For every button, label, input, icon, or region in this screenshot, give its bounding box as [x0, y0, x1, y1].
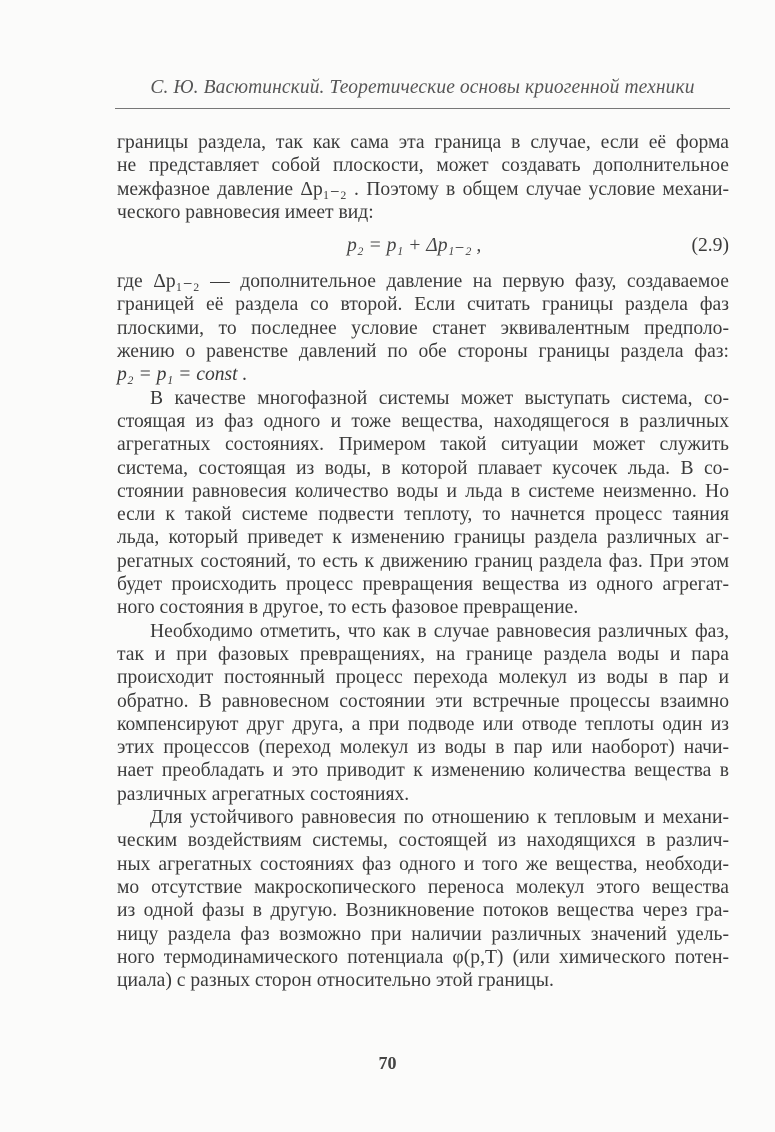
paragraph-4: [117, 620, 729, 806]
text-line: нает преобладать и это приводит к изменению количества вещества в: [117, 760, 729, 782]
text-line: плоскими, то последнее условие станет эквивалентным предполо-: [117, 317, 729, 339]
text-line: ного термодинамического потенциала φ(p,T) (или химического потен-: [117, 946, 729, 968]
text-line: границей её раздела со второй. Если считать границы раздела фаз: [117, 294, 729, 316]
text-line: стоящая из фаз одного и тоже вещества, находящегося в различных: [117, 410, 729, 432]
text-line: мо отсутствие макроскопического переноса молекул этого вещества: [117, 876, 729, 898]
page-number: 70: [378, 1053, 397, 1073]
text-line: происходит постоянный процесс перехода молекул из воды в пар и: [117, 667, 729, 689]
header-rule: [115, 108, 730, 109]
text-line: система, состоящая из воды, в которой плавает кусочек льда. В со-: [117, 457, 729, 479]
paragraph-1: [117, 131, 729, 224]
text-line: стоянии равновесия количество воды и льда в системе неизменно. Но: [117, 480, 729, 502]
paragraph-3: [117, 387, 729, 620]
text-line: циала) с разных сторон относительно этой границы.: [117, 970, 554, 992]
equation-number: (2.9): [691, 235, 729, 257]
paragraph-5: [117, 806, 729, 992]
text-line: ческого равновесия имеет вид:: [117, 201, 374, 223]
text-line: будет происходить процесс превращения вещества из одного агрегат-: [117, 574, 729, 596]
text-line: жению о равенстве давлений по обе стороны границы раздела фаз:: [117, 341, 729, 363]
text-line: ческим воздействиям системы, состоящей из находящихся в различ-: [117, 830, 729, 852]
text-line: льда, который приведет к изменению границы раздела различных аг-: [117, 527, 729, 549]
text-line: агрегатных состояниях. Примером такой ситуации может служить: [117, 434, 729, 456]
paragraph-2: [117, 270, 729, 386]
text-line: не представляет собой плоскости, может создавать дополнительное: [117, 155, 729, 177]
text-line: компенсируют друг друга, а при подводе или отводе теплоты один из: [117, 713, 729, 735]
text-line: этих процессов (переход молекул из воды в пар или наоборот) начи-: [117, 737, 729, 759]
text-line: обратно. В равновесном состоянии эти встречные процессы взаимно: [117, 690, 729, 712]
text-line: ницу раздела фаз возможно при наличии различных значений удель-: [117, 923, 729, 945]
text-line: так и при фазовых превращениях, на границе раздела воды и пара: [117, 643, 729, 665]
text-line: из одной фазы в другую. Возникновение потоков вещества через гра-: [117, 900, 729, 922]
text-line: p₂ = p₁ = const .: [117, 364, 248, 386]
text-line: если к такой системе подвести теплоту, то начнется процесс таяния: [117, 504, 729, 526]
text-line: где Δp₁₋₂ — дополнительное давление на первую фазу, создаваемое: [117, 271, 729, 293]
text-line: Необходимо отметить, что как в случае равновесия различных фаз,: [150, 620, 729, 642]
equation-row: [117, 224, 729, 270]
text-line: Для устойчивого равновесия по отношению к тепловым и механи-: [150, 807, 729, 829]
text-line: ного состояния в другое, то есть фазовое превращение.: [117, 597, 579, 619]
equation-formula: p₂ = p₁ + Δp₁₋₂ ,: [347, 235, 482, 257]
text-line: регатных состояний, то есть к движению границ раздела фаз. При этом: [117, 550, 729, 572]
text-line: ных агрегатных состояниях фаз одного и того же вещества, необходи-: [117, 853, 729, 875]
text-line: межфазное давление Δp₁₋₂ . Поэтому в общем случае условие механи-: [117, 178, 729, 200]
text-line: В качестве многофазной системы может выступать система, со-: [150, 387, 729, 409]
text-line: границы раздела, так как сама эта граница в случае, если её форма: [117, 132, 729, 153]
body-text: [117, 131, 729, 992]
text-line: различных агрегатных состояниях.: [117, 783, 410, 805]
running-header: С. Ю. Васютинский. Теоретические основы криогенной техники: [150, 77, 695, 98]
